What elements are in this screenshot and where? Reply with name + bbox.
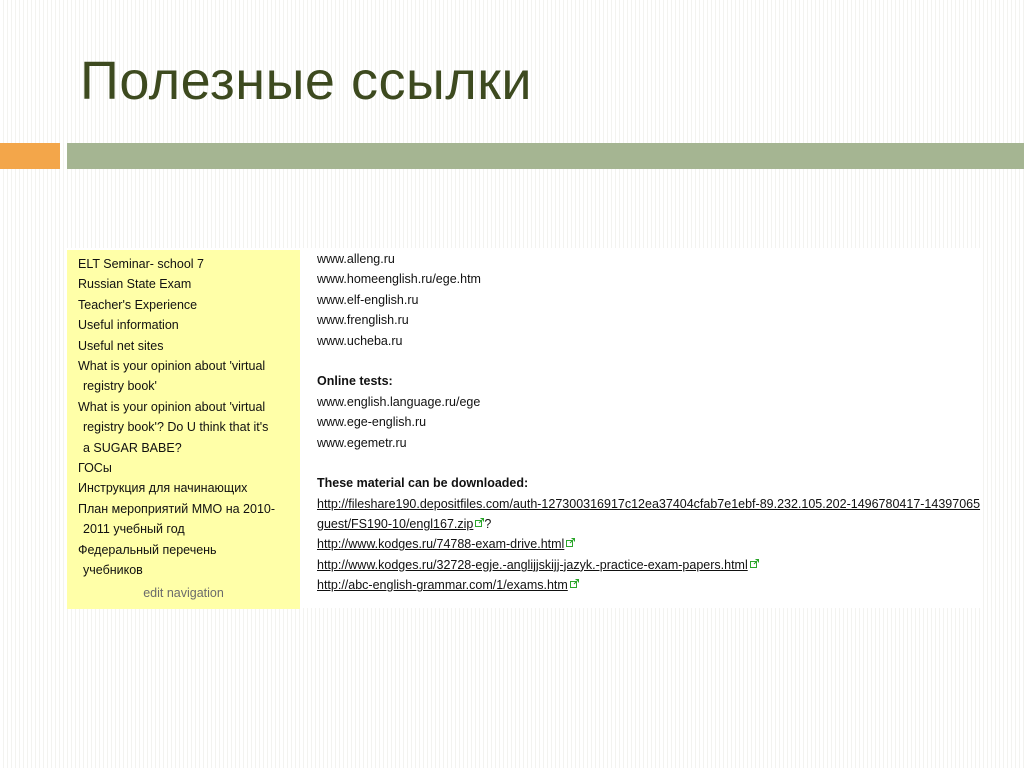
test-link[interactable]: www.ege-english.ru: [317, 415, 427, 430]
download-link-line: [317, 555, 982, 575]
download-link[interactable]: http://www.kodges.ru/74788-exam-drive.html: [317, 537, 565, 552]
nav-item[interactable]: Teacher's Experience: [78, 297, 198, 312]
navigation-sidebar: [67, 250, 300, 609]
download-link[interactable]: http://www.kodges.ru/32728-egje.-anglijjskijj-jazyk.-practice-exam-papers.html: [317, 557, 748, 572]
spacer: [317, 351, 982, 371]
nav-item[interactable]: План мероприятий ММО на 2010- 2011 учебный год: [78, 501, 276, 537]
nav-item[interactable]: What is your opinion about 'virtual registry book'? Do U think that it's a SUGAR BABE?: [78, 399, 269, 455]
download-link-line: [317, 575, 982, 595]
site-link[interactable]: www.elf-english.ru: [317, 292, 419, 307]
slide-title: Полезные ссылки: [80, 51, 533, 111]
site-link[interactable]: www.homeenglish.ru/ege.htm: [317, 272, 481, 287]
online-tests-heading: Online tests:: [317, 374, 393, 389]
accent-bar-green: [67, 143, 1024, 169]
edit-navigation-link[interactable]: edit navigation: [143, 586, 224, 600]
download-link-suffix: ?: [484, 517, 492, 532]
external-link-icon: [566, 538, 575, 547]
nav-item[interactable]: Инструкция для начинающих: [78, 481, 248, 496]
nav-item[interactable]: What is your opinion about 'virtual registry book': [78, 359, 266, 394]
site-link[interactable]: www.frenglish.ru: [317, 313, 409, 328]
download-link-line-2: [317, 514, 982, 534]
downloads-heading: These material can be downloaded:: [317, 476, 529, 491]
download-link[interactable]: http://abc-english-grammar.com/1/exams.htm: [317, 578, 568, 593]
nav-item[interactable]: Useful net sites: [78, 338, 164, 353]
nav-item[interactable]: ГОСы: [78, 461, 112, 476]
spacer: [317, 453, 982, 473]
site-link[interactable]: www.alleng.ru: [317, 252, 395, 266]
nav-item[interactable]: Useful information: [78, 318, 179, 333]
test-link[interactable]: www.egemetr.ru: [317, 435, 407, 450]
download-link-line: [317, 534, 982, 554]
external-link-icon: [750, 559, 759, 568]
site-link[interactable]: www.ucheba.ru: [317, 333, 403, 348]
nav-list: [67, 250, 300, 581]
nav-item[interactable]: Russian State Exam: [78, 277, 192, 292]
accent-bar-orange: [0, 143, 60, 169]
external-link-icon: [570, 579, 579, 588]
download-link[interactable]: guest/FS190-10/engl167.zip: [317, 517, 474, 532]
nav-item[interactable]: Федеральный перечень учебников: [78, 542, 217, 578]
nav-item[interactable]: ELT Seminar- school 7: [78, 257, 204, 271]
test-link[interactable]: www.english.language.ru/ege: [317, 394, 481, 409]
download-link-line-1: [317, 494, 982, 514]
links-content: [317, 249, 982, 599]
download-link[interactable]: http://fileshare190.depositfiles.com/auth-127300316917c12ea37404cfab7e1ebf-89.232.105.202-1496780417-14397065: [317, 496, 981, 511]
